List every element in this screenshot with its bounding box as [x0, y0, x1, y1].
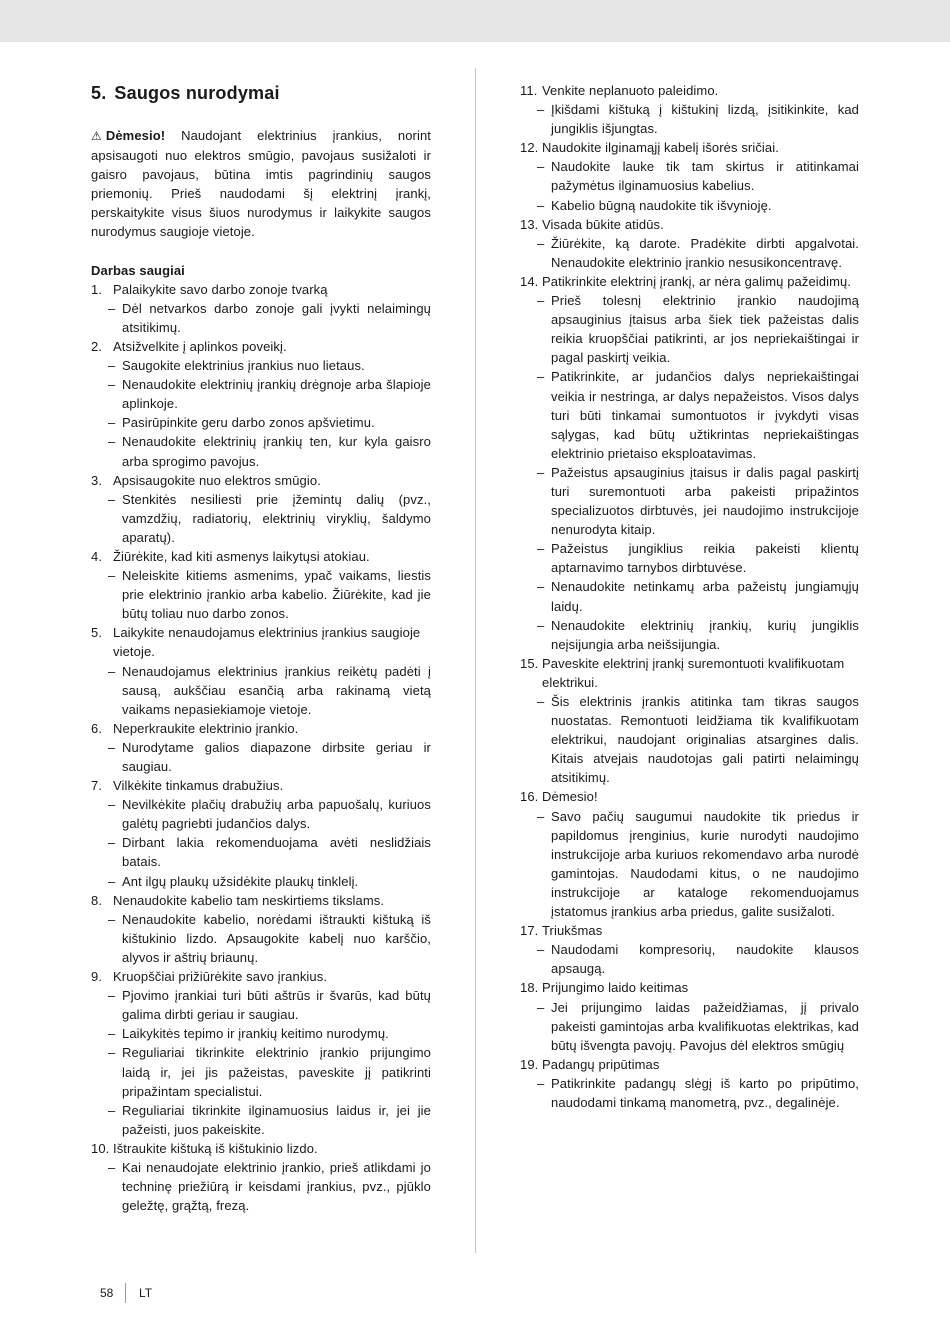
list-item	[520, 654, 859, 692]
sub-item	[520, 940, 859, 978]
item-number: 6.	[91, 720, 103, 736]
sub-item-text: Neleiskite kitiems asmenims, ypač vaikams, liestis prie elektrinio įrankio arba kabelio. Žiūrėkite, kad jie būtų toliau nuo darbo zonos.	[122, 568, 431, 622]
sub-item-text: Prieš tolesnį elektrinio įrankio naudojimą apsauginius įtaisus arba šiek tiek pažeistas dalis reikia kruopščiai patikrinti, ar jos nepriekaištingai ir pagal paskirtį veikia.	[551, 293, 859, 366]
item-number: 18.	[520, 980, 539, 996]
sub-item	[91, 356, 431, 375]
sub-item-text: Nenaudokite elektrinių įrankių, kurių jungiklis neįsijungia arba neišsijungia.	[551, 617, 859, 652]
list-item	[91, 280, 431, 299]
sub-item	[91, 662, 431, 719]
sub-item	[520, 692, 859, 787]
list-item	[91, 623, 431, 661]
dash-bullet: –	[537, 102, 545, 118]
item-number: 13.	[520, 216, 539, 232]
sub-item	[520, 234, 859, 272]
warning-text: Naudojant elektrinius įrankius, norint apsisaugoti nuo elektros smūgio, pavojaus susižaloti ir gaisro pavojaus, būtina imtis pagrindinių saugos priemonių. Prieš naudodami šį elektrinį įrankį, perskaitykite visus šiuos nurodymus ir laikykite saugos nurodymus saugioje vietoje.	[91, 128, 431, 240]
warning-triangle-icon: ⚠	[91, 129, 102, 143]
sub-item	[91, 1043, 431, 1100]
sub-item	[91, 432, 431, 470]
sub-item-text: Nenaudokite elektrinių įrankių ten, kur kyla gaisro arba sprogimo pavojus.	[122, 434, 431, 469]
right-column	[520, 81, 859, 1112]
sub-item-text: Pažeistus jungiklius reikia pakeisti klientų aptarnavimo tarnybos dirbtuvėse.	[551, 541, 859, 576]
list-item	[91, 471, 431, 490]
item-number: 14.	[520, 273, 539, 289]
sub-item-text: Jei prijungimo laidas pažeidžiamas, jį privalo pakeisti gamintojas arba kvalifikuotas elektrikas, kad būtų išvengta pavojų. Pavojus dėl elektros smūgių	[551, 999, 859, 1053]
sub-item-text: Nurodytame galios diapazone dirbsite geriau ir saugiau.	[122, 739, 431, 774]
dash-bullet: –	[108, 797, 116, 813]
sub-item	[91, 490, 431, 547]
item-text: Apsisaugokite nuo elektros smūgio.	[113, 472, 321, 488]
item-text: Žiūrėkite, kad kiti asmenys laikytųsi atokiau.	[113, 548, 370, 564]
sub-item	[520, 196, 859, 215]
item-text: Prijungimo laido keitimas	[542, 980, 689, 996]
section-heading	[91, 82, 431, 104]
item-number: 1.	[91, 281, 103, 297]
item-number: 11.	[520, 83, 538, 98]
sub-item-text: Stenkitės nesiliesti prie įžemintų dalių (pvz., vamzdžių, radiatorių, elektrinių viryklių, šaldymo aparatų).	[122, 491, 431, 545]
dash-bullet: –	[108, 873, 116, 889]
item-text: Ištraukite kištuką iš kištukinio lizdo.	[113, 1140, 318, 1156]
sub-item	[91, 299, 431, 337]
sub-item-text: Patikrinkite, ar judančios dalys nepriekaištingai veikia ir nestringa, ar dalys nepažeistos. Visos dalys turi būti tinkamai sumontuotos ir įvykdyti visas sąlygas, kad būtų užtikrintas nepriekaištingas elektrinio prietaiso eksploatavimas.	[551, 369, 859, 461]
dash-bullet: –	[108, 663, 116, 679]
dash-bullet: –	[108, 739, 116, 755]
item-number: 19.	[520, 1056, 539, 1072]
dash-bullet: –	[108, 1026, 116, 1042]
item-text: Nenaudokite kabelio tam neskirtiems tikslams.	[113, 892, 385, 908]
sub-item	[91, 413, 431, 432]
warning-paragraph	[91, 126, 431, 242]
sub-item-text: Dirbant lakia rekomenduojama avėti neslidžiais batais.	[122, 835, 431, 870]
list-item	[91, 337, 431, 356]
sub-item-text: Kai nenaudojate elektrinio įrankio, prieš atlikdami jo techninę priežiūrą ir keisdami įrankius, pvz., pjūklo geležtę, grąžtą, frezą.	[122, 1159, 431, 1214]
item-number: 10.	[91, 1140, 110, 1156]
item-number: 7.	[91, 778, 103, 794]
subheading: Darbas saugiai	[91, 262, 185, 278]
dash-bullet: –	[108, 568, 116, 584]
item-number: 3.	[91, 472, 103, 488]
item-text: Kruopščiai prižiūrėkite savo įrankius.	[113, 969, 328, 985]
dash-bullet: –	[108, 835, 116, 851]
sub-item-text: Nenaudokite netinkamų arba pažeistų jungiamųjų laidų.	[551, 579, 859, 614]
sub-item-text: Žiūrėkite, ką darote. Pradėkite dirbti apgalvotai. Nenaudokite elektrinio įrankio nesusikoncentravę.	[551, 235, 859, 270]
list-item	[520, 1055, 859, 1074]
sub-item	[91, 795, 431, 833]
dash-bullet: –	[537, 579, 545, 595]
sub-item	[91, 833, 431, 871]
sub-item-text: Dėl netvarkos darbo zonoje gali įvykti nelaimingų atsitikimų.	[122, 300, 431, 335]
sub-item	[91, 1101, 431, 1139]
sub-item-text: Nenaudojamus elektrinius įrankius reikėtų padėti į sausą, aukščiau esančią arba rakinamą vietą vaikams nepasiekiamoje vietoje.	[122, 663, 431, 717]
sub-item-text: Laikykitės tepimo ir įrankių keitimo nurodymų.	[122, 1026, 389, 1042]
list-item	[91, 547, 431, 566]
sub-item	[520, 1074, 859, 1112]
left-column	[91, 82, 431, 1215]
sub-item-text: Nenaudokite elektrinių įrankių drėgnoje arba šlapioje aplinkoje.	[122, 377, 431, 412]
item-number: 15.	[520, 655, 539, 671]
item-number: 16.	[520, 789, 539, 805]
sub-item-text: Nevilkėkite plačių drabužių arba papuošalų, kuriuos galėtų pagriebti judančios dalys.	[122, 797, 431, 832]
list-item	[520, 978, 859, 997]
dash-bullet: –	[108, 434, 116, 450]
dash-bullet: –	[537, 369, 545, 385]
dash-bullet: –	[537, 999, 545, 1015]
sub-item	[91, 1158, 431, 1215]
list-item	[91, 967, 431, 986]
item-text: Venkite neplanuoto paleidimo.	[542, 83, 719, 98]
dash-bullet: –	[537, 617, 545, 633]
item-text: Dėmesio!	[542, 789, 598, 805]
language-code: LT	[139, 1286, 153, 1300]
item-number: 17.	[520, 923, 539, 939]
sub-item	[520, 157, 859, 195]
column-divider	[475, 68, 476, 1253]
dash-bullet: –	[108, 491, 116, 507]
dash-bullet: –	[537, 464, 545, 480]
sub-item	[91, 910, 431, 967]
item-text: Laikykite nenaudojamus elektrinius įrankius saugioje vietoje.	[113, 625, 421, 660]
dash-bullet: –	[108, 1159, 116, 1175]
dash-bullet: –	[537, 235, 545, 251]
sub-item	[91, 872, 431, 891]
item-text: Paveskite elektrinį įrankį suremontuoti kvalifikuotam elektrikui.	[542, 655, 845, 690]
sub-item-text: Naudodami kompresorių, naudokite klausos apsaugą.	[551, 942, 859, 977]
dash-bullet: –	[537, 541, 545, 557]
dash-bullet: –	[108, 1102, 116, 1118]
list-item	[520, 81, 859, 100]
sub-item-text: Šis elektrinis įrankis atitinka tam tikras saugos nuostatas. Remontuoti leidžiama tik kvalifikuotam elektrikui, naudojant originalias atsargines dalis. Kitais atvejais naudotojas gali patirti nelaimingų atsitikimų.	[551, 694, 859, 786]
list-item	[520, 215, 859, 234]
sub-item	[91, 375, 431, 413]
sub-item-text: Saugokite elektrinius įrankius nuo lietaus.	[122, 358, 365, 374]
item-text: Visada būkite atidūs.	[542, 216, 664, 232]
item-text: Atsižvelkite į aplinkos poveikį.	[113, 338, 287, 354]
sub-item-text: Naudokite lauke tik tam skirtus ir atitinkamai pažymėtus ilginamuosius kabelius.	[551, 159, 859, 194]
sub-item-text: Įkišdami kištuką į kištukinį lizdą, įsitikinkite, kad jungiklis išjungtas.	[551, 102, 859, 137]
page-footer	[100, 1283, 152, 1303]
list-item	[520, 787, 859, 806]
sub-item-text: Nenaudokite kabelio, norėdami ištraukti kištuką iš kištukinio lizdo. Apsaugokite kabelį nuo karščio, alyvos ir aštrių briaunų.	[122, 911, 431, 965]
item-text: Palaikykite savo darbo zonoje tvarką	[113, 281, 328, 297]
dash-bullet: –	[108, 358, 116, 374]
sub-item	[520, 807, 859, 922]
item-number: 8.	[91, 892, 103, 908]
section-number: 5.	[91, 83, 107, 103]
dash-bullet: –	[108, 911, 116, 927]
list-item	[520, 272, 859, 291]
sub-item-text: Pjovimo įrankiai turi būti aštrūs ir švarūs, kad būtų galima dirbti geriau ir saugiau.	[122, 988, 431, 1023]
sub-item	[520, 291, 859, 367]
sub-item	[91, 738, 431, 776]
right-instruction-list	[520, 81, 859, 1112]
sub-item	[520, 998, 859, 1055]
sub-item-text: Pasirūpinkite geru darbo zonos apšvietimu.	[122, 415, 375, 431]
page-number: 58	[100, 1286, 114, 1300]
item-number: 5.	[91, 625, 103, 641]
sub-item-text: Ant ilgų plaukų užsidėkite plaukų tinklelį.	[122, 873, 359, 889]
dash-bullet: –	[537, 808, 545, 824]
dash-bullet: –	[537, 942, 545, 958]
item-text: Neperkraukite elektrinio įrankio.	[113, 720, 299, 736]
item-text: Naudokite ilginamąjį kabelį išorės sričiai.	[542, 140, 779, 156]
sub-item	[91, 1024, 431, 1043]
dash-bullet: –	[108, 415, 116, 431]
dash-bullet: –	[537, 293, 545, 309]
item-text: Vilkėkite tinkamus drabužius.	[113, 778, 284, 794]
sub-item	[91, 986, 431, 1024]
sub-item	[91, 566, 431, 623]
left-instruction-list	[91, 280, 431, 1216]
warning-label: Dėmesio!	[105, 128, 166, 143]
sub-item-text: Reguliariai tikrinkite elektrinio įrankio prijungimo laidą ir, jei jis pažeistas, paveskite jį patikrinti pripažintam specialistui.	[122, 1045, 431, 1099]
sub-item	[520, 367, 859, 462]
list-item	[91, 719, 431, 738]
dash-bullet: –	[108, 300, 116, 316]
dash-bullet: –	[537, 694, 545, 709]
sub-item-text: Kabelio būgną naudokite tik išvynioję.	[551, 197, 772, 213]
sub-item-text: Savo pačių saugumui naudokite tik priedus ir papildomus įrenginius, kurie nurodyti naudojimo instrukcijoje arba kuriuos rekomendavo arba nurodė gamintojas. Naudodami kitus, o ne naudojimo instrukcijoje ar kataloge rekomenduojamus įstatomus įrankius arba priedus, galite susižaloti.	[551, 808, 859, 920]
dash-bullet: –	[537, 159, 545, 175]
sub-item-text: Reguliariai tikrinkite ilginamuosius laidus ir, jei jie pažeisti, juos pakeiskite.	[122, 1102, 431, 1137]
item-number: 2.	[91, 338, 103, 354]
item-text: Patikrinkite elektrinį įrankį, ar nėra galimų pažeidimų.	[542, 273, 852, 289]
section-title: Saugos nurodymai	[114, 83, 280, 103]
item-number: 9.	[91, 969, 103, 985]
item-text: Triukšmas	[542, 923, 603, 939]
item-number: 4.	[91, 548, 103, 564]
top-bar	[0, 0, 950, 42]
dash-bullet: –	[108, 1045, 116, 1061]
dash-bullet: –	[108, 988, 116, 1004]
sub-item-text: Pažeistus apsauginius įtaisus ir dalis pagal paskirtį turi suremontuoti arba pakeisti pripažintos specializuotos dirbtuvės, jei naudojimo instrukcijoje nenurodyta kitaip.	[551, 464, 859, 538]
item-number: 12.	[520, 140, 539, 156]
list-item	[91, 1139, 431, 1158]
sub-item	[520, 539, 859, 577]
footer-divider	[125, 1283, 126, 1303]
list-item	[91, 891, 431, 910]
dash-bullet: –	[537, 197, 545, 213]
list-item	[520, 138, 859, 157]
sub-item	[520, 463, 859, 539]
item-text: Padangų pripūtimas	[542, 1056, 660, 1072]
list-item	[91, 776, 431, 795]
dash-bullet: –	[537, 1075, 545, 1091]
sub-item	[520, 577, 859, 615]
sub-item	[520, 616, 859, 654]
sub-item-text: Patikrinkite padangų slėgį iš karto po pripūtimo, naudodami tinkamą manometrą, pvz., degalinėje.	[551, 1075, 859, 1110]
dash-bullet: –	[108, 377, 116, 393]
list-item	[520, 921, 859, 940]
sub-item	[520, 100, 859, 138]
